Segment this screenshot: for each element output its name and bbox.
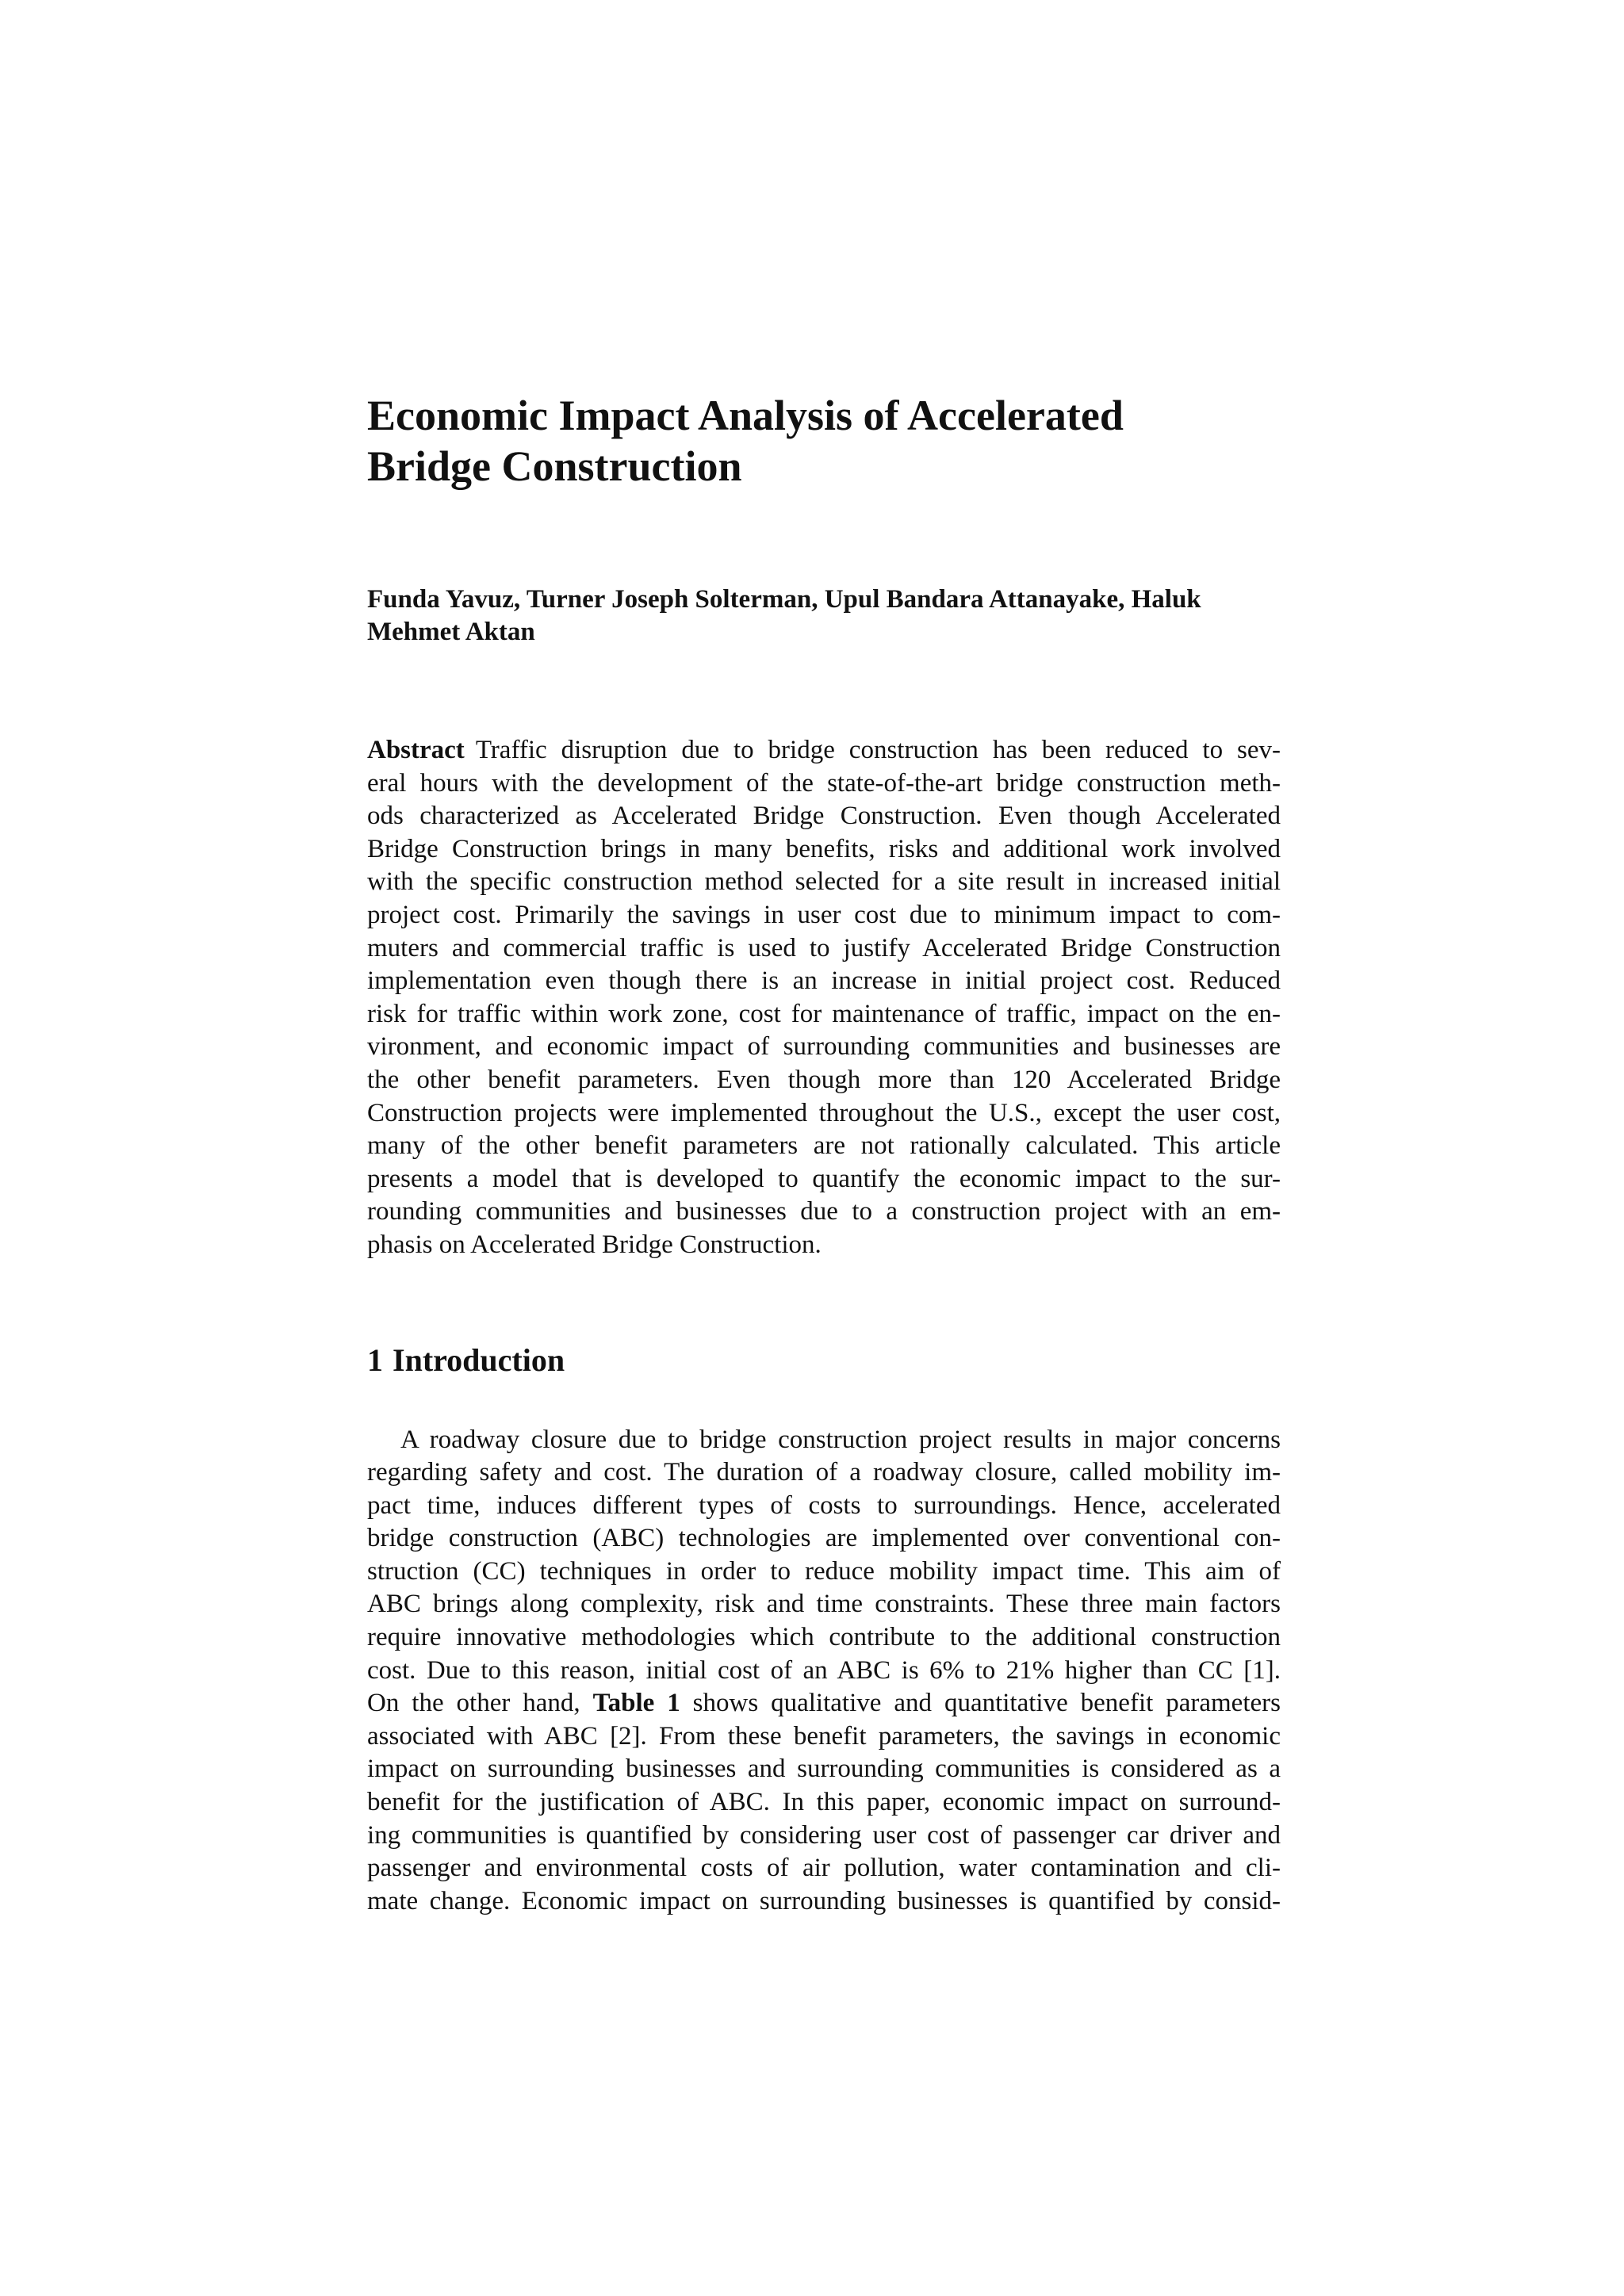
intro-line: benefit for the justification of ABC. In this paper, economic impact on surround- bbox=[367, 1788, 1281, 1817]
intro-line: ing communities is quantified by considering user cost of passenger car driver and bbox=[367, 1820, 1281, 1850]
abstract-line-text: with the specific construction method selected for a site result in increased initial bbox=[367, 867, 1281, 897]
title-line: Bridge Construction bbox=[367, 442, 742, 490]
section-number: 1 bbox=[367, 1341, 383, 1378]
intro-line: passenger and environmental costs of air pollution, water contamination and cli- bbox=[367, 1854, 1281, 1883]
intro-line bbox=[367, 1687, 1281, 1720]
intro-line: ABC brings along complexity, risk and time constraints. These three main factors bbox=[367, 1590, 1281, 1619]
abstract-line-text: vironment, and economic impact of surrounding communities and businesses are bbox=[367, 1032, 1281, 1062]
section-heading bbox=[367, 1341, 1281, 1380]
intro-line: impact on surrounding businesses and surrounding communities is considered as a bbox=[367, 1755, 1281, 1784]
abstract-line-text: rounding communities and businesses due to a construction project with an em- bbox=[367, 1197, 1281, 1226]
abstract-line-text: Construction projects were implemented throughout the U.S., except the user cost, bbox=[367, 1098, 1281, 1127]
abstract-line-text: ods characterized as Accelerated Bridge Construction. Even though Accelerated bbox=[367, 802, 1281, 831]
abstract-line bbox=[367, 932, 1281, 966]
intro-line: regarding safety and cost. The duration of a roadway closure, called mobility im- bbox=[367, 1458, 1281, 1487]
intro-line-text: shows qualitative and quantitative benefit parameters bbox=[680, 1689, 1281, 1718]
intro-line: struction (CC) techniques in order to reduce mobility impact time. This aim of bbox=[367, 1556, 1281, 1586]
abstract-label: Abstract bbox=[367, 736, 465, 764]
abstract-line bbox=[367, 1064, 1281, 1097]
abstract-line bbox=[367, 833, 1281, 867]
author-line: Funda Yavuz, Turner Joseph Solterman, Upul Bandara Attanayake, Haluk bbox=[367, 585, 1201, 614]
abstract-line-text: the other benefit parameters. Even though more than 120 Accelerated Bridge bbox=[367, 1065, 1281, 1094]
table-reference: Table 1 bbox=[592, 1689, 680, 1718]
abstract-line bbox=[367, 899, 1281, 932]
intro-line: A roadway closure due to bridge construction project results in major concerns bbox=[400, 1425, 1281, 1454]
abstract-line bbox=[367, 1130, 1281, 1163]
abstract-line-text: muters and commercial traffic is used to justify Accelerated Bridge Construction bbox=[367, 933, 1281, 962]
intro-line: require innovative methodologies which contribute to the additional construction bbox=[367, 1623, 1281, 1652]
intro-line: mate change. Economic impact on surrounding businesses is quantified by consid- bbox=[367, 1886, 1281, 1915]
intro-line: pact time, induces different types of costs to surroundings. Hence, accelerated bbox=[367, 1490, 1281, 1520]
abstract-line bbox=[367, 800, 1281, 833]
paper-title bbox=[367, 390, 1281, 492]
introduction-text bbox=[367, 1424, 1281, 1919]
abstract-line bbox=[367, 767, 1281, 801]
author-list bbox=[367, 584, 1281, 649]
abstract-line-text: project cost. Primarily the savings in user cost due to minimum impact to com- bbox=[367, 900, 1281, 929]
abstract-line-text: eral hours with the development of the state-of-the-art bridge construction meth- bbox=[367, 768, 1281, 798]
abstract-line bbox=[367, 1163, 1281, 1196]
abstract-line bbox=[367, 1196, 1281, 1229]
abstract-line-text: presents a model that is developed to quantify the economic impact to the sur- bbox=[367, 1164, 1281, 1193]
abstract-line-text: phasis on Accelerated Bridge Construction. bbox=[367, 1230, 822, 1259]
abstract bbox=[367, 734, 1281, 1262]
intro-line: cost. Due to this reason, initial cost of an ABC is 6% to 21% higher than CC [1]. bbox=[367, 1655, 1281, 1685]
abstract-line bbox=[367, 998, 1281, 1031]
title-line: Economic Impact Analysis of Accelerated bbox=[367, 392, 1124, 439]
abstract-line bbox=[367, 1097, 1281, 1131]
abstract-line bbox=[367, 965, 1281, 998]
abstract-line-text: implementation even though there is an increase in initial project cost. Reduced bbox=[367, 966, 1281, 996]
intro-line: bridge construction (ABC) technologies are implemented over conventional con- bbox=[367, 1524, 1281, 1553]
page-content bbox=[367, 390, 1281, 1918]
intro-line: associated with ABC [2]. From these benefit parameters, the savings in economic bbox=[367, 1721, 1281, 1751]
author-line: Mehmet Aktan bbox=[367, 618, 535, 646]
intro-line-text: On the other hand, bbox=[367, 1689, 593, 1718]
abstract-line bbox=[367, 866, 1281, 899]
abstract-line-text: Bridge Construction brings in many benefits, risks and additional work involved bbox=[367, 834, 1281, 863]
section-title: Introduction bbox=[393, 1341, 565, 1378]
abstract-line-text: many of the other benefit parameters are not rationally calculated. This article bbox=[367, 1131, 1281, 1161]
abstract-line-text: Traffic disruption due to bridge construction has been reduced to sev- bbox=[475, 736, 1281, 764]
abstract-line-text: risk for traffic within work zone, cost for maintenance of traffic, impact on the en- bbox=[367, 999, 1281, 1028]
abstract-line bbox=[367, 1031, 1281, 1064]
abstract-line bbox=[367, 734, 1281, 767]
abstract-line bbox=[367, 1229, 1281, 1262]
